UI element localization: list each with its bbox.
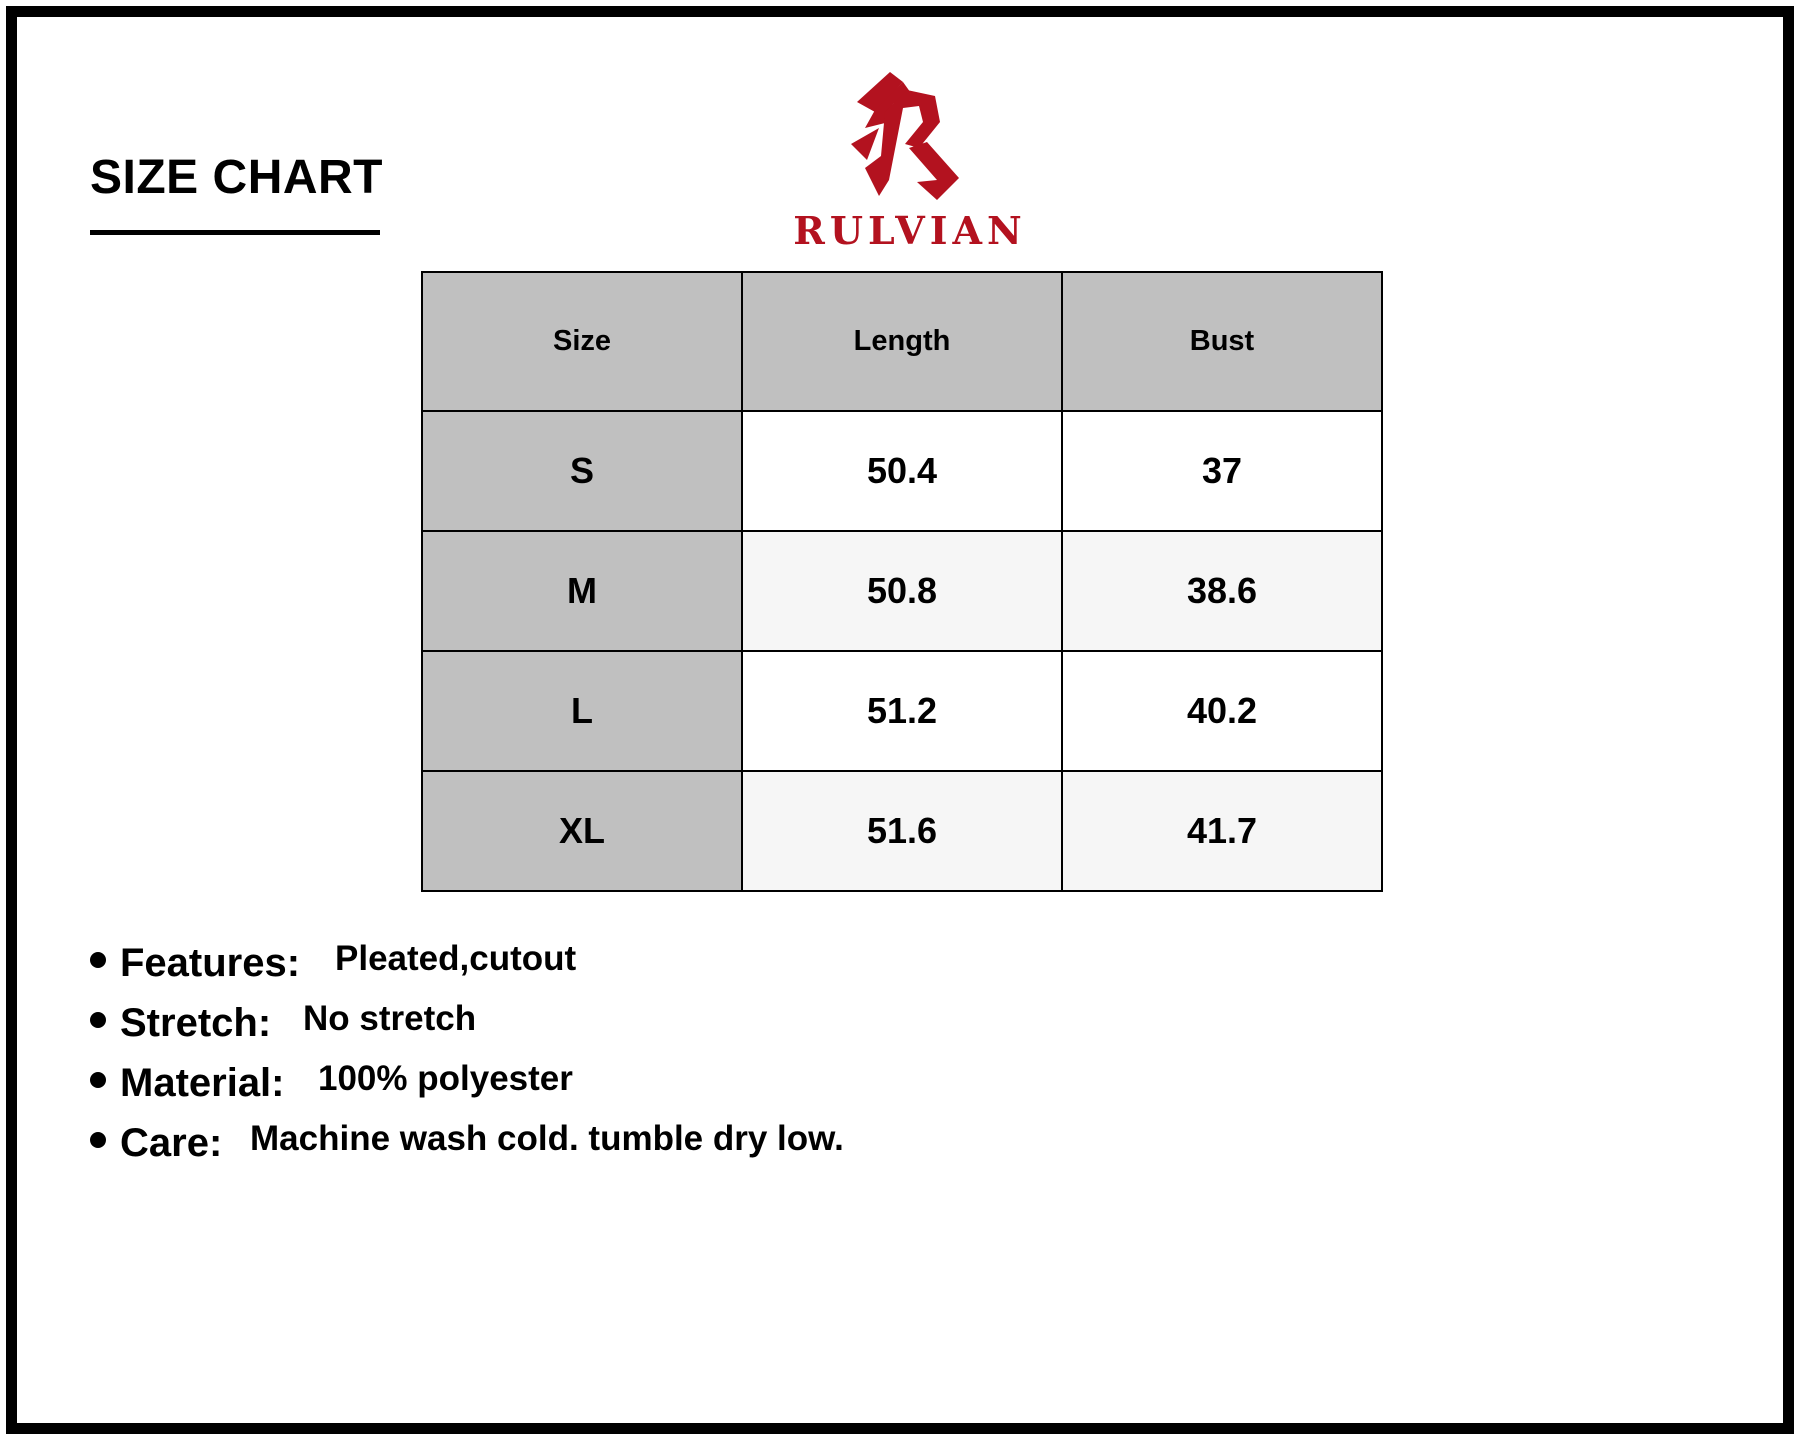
length-cell: 51.2 — [742, 651, 1062, 771]
bust-cell: 40.2 — [1062, 651, 1382, 771]
spec-label: Care: — [120, 1121, 223, 1165]
length-cell: 51.6 — [742, 771, 1062, 891]
table-row — [422, 651, 1382, 771]
bust-cell: 38.6 — [1062, 531, 1382, 651]
spec-value: No stretch — [303, 999, 477, 1038]
spec-value: Machine wash cold. tumble dry low. — [250, 1119, 844, 1158]
spec-value: 100% polyester — [318, 1059, 573, 1098]
page-title: SIZE CHART — [90, 151, 383, 204]
bullet-icon — [90, 952, 106, 968]
brand-wordmark: RULVIAN — [793, 208, 1027, 253]
brand-r-icon — [845, 60, 975, 200]
size-cell: M — [422, 531, 742, 651]
length-cell: 50.8 — [742, 531, 1062, 651]
spec-label: Features: — [120, 941, 301, 985]
bullet-icon — [90, 1012, 106, 1028]
table-row — [422, 411, 1382, 531]
size-cell: XL — [422, 771, 742, 891]
header-length: Length — [742, 272, 1062, 411]
spec-label: Stretch: — [120, 1001, 272, 1045]
bullet-icon — [90, 1132, 106, 1148]
spec-value: Pleated,cutout — [335, 939, 577, 978]
spec-care — [90, 1115, 1290, 1175]
spec-label: Material: — [120, 1061, 285, 1105]
length-cell: 50.4 — [742, 411, 1062, 531]
bust-cell: 41.7 — [1062, 771, 1382, 891]
brand-logo — [780, 60, 1040, 255]
table-header-row — [422, 272, 1382, 411]
bust-cell: 37 — [1062, 411, 1382, 531]
size-table — [421, 271, 1383, 892]
header-size: Size — [422, 272, 742, 411]
size-cell: L — [422, 651, 742, 771]
header-bust: Bust — [1062, 272, 1382, 411]
title-underline — [90, 230, 380, 235]
table-row — [422, 531, 1382, 651]
size-cell: S — [422, 411, 742, 531]
bullet-icon — [90, 1072, 106, 1088]
product-specs — [90, 935, 1290, 1175]
table-row — [422, 771, 1382, 891]
spec-stretch — [90, 995, 1290, 1055]
spec-features — [90, 935, 1290, 995]
spec-material — [90, 1055, 1290, 1115]
